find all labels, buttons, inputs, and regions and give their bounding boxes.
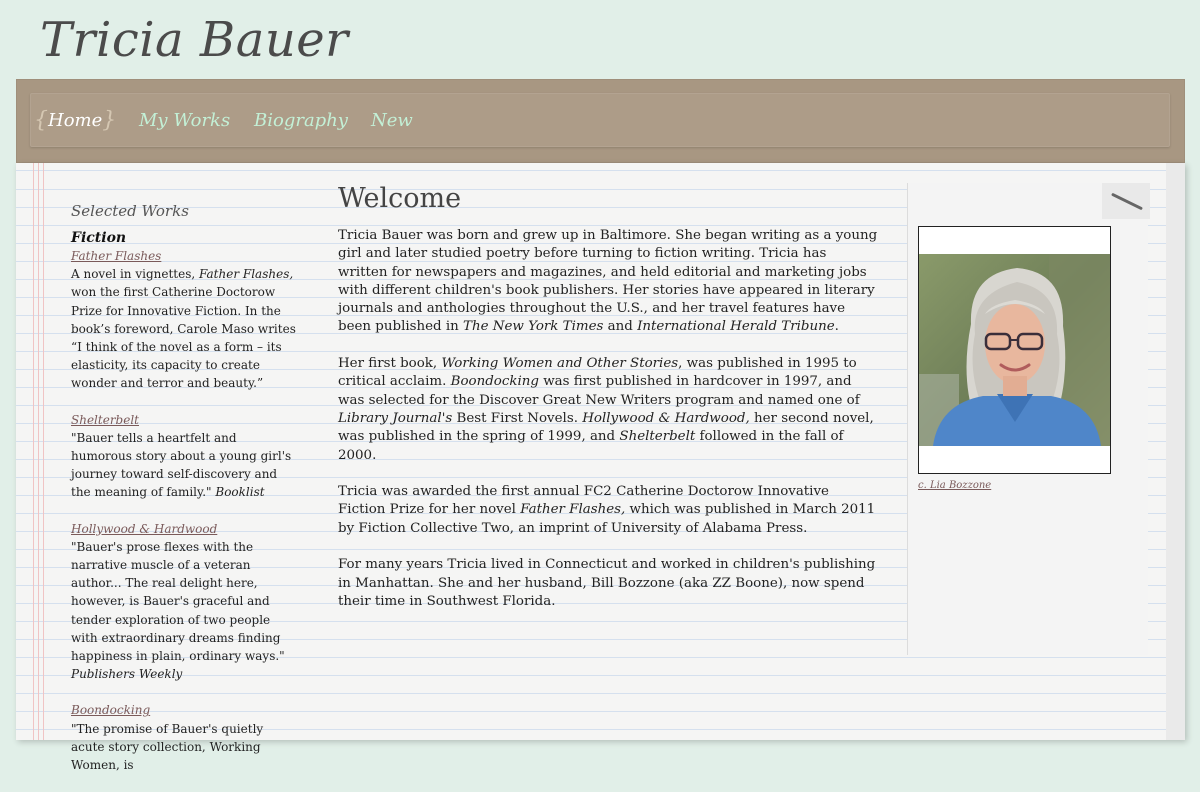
bio-text: was first published in hardcover in 1997, and was selected for the Discover Great New Writers program and named one of — [338, 374, 860, 408]
nav-item-home-label: Home — [48, 110, 103, 131]
bio-em: Working Women and Other Stories — [441, 356, 679, 372]
work-link-hollywood-hardwood[interactable]: Hollywood & Hardwood — [71, 521, 218, 536]
photo-credit-link[interactable]: c. Lia Bozzone — [918, 480, 992, 491]
work-quote-source: Booklist — [215, 485, 265, 500]
bio-paragraph-4: For many years Tricia lived in Connecticut and worked in children's publishing in Manhattan. She and her husband, Bill Bozzone (aka ZZ Boone), now spend their time in Southwest Florida. — [338, 557, 876, 609]
bio-em: International Herald Tribune — [637, 319, 835, 335]
work-description-text: won the first Catherine Doctorow Prize for Innovative Fiction. In the book’s foreword, Carole Maso writes “I think of the novel as a form – its elasticity, its capacity to create wonder and terror and beauty.” — [71, 285, 296, 391]
photo-column — [907, 183, 1148, 655]
page-title: Welcome — [338, 183, 462, 214]
bio-text: her second novel, was published in the spring of 1999, and — [338, 410, 874, 445]
bio-text: . — [834, 319, 839, 335]
bio-em: Library Journal's — [338, 410, 453, 426]
bio-text: Tricia was awarded the first annual FC2 Catherine Doctorow Innovative Fiction Prize for her novel — [338, 484, 829, 518]
author-portrait-image — [919, 254, 1110, 446]
nav-band — [16, 79, 1185, 163]
work-description-em: Father Flashes, — [199, 267, 294, 282]
bio-em: The New York Times — [463, 319, 604, 335]
work-quote: "Bauer tells a heartfelt and humorous story about a young girl's journey toward self-discovery and the meaning of family." — [71, 430, 292, 500]
paper-margin-line — [33, 163, 34, 740]
brace-close: } — [102, 108, 117, 133]
paper-margin-line — [43, 163, 44, 740]
work-quote: "The promise of Bauer's quietly acute story collection, Working Women, is — [71, 721, 264, 773]
paper-margin-line — [38, 163, 39, 740]
bio-text: and — [603, 319, 638, 335]
bio-paragraph-3 — [338, 483, 878, 538]
content-paper — [16, 163, 1185, 773]
bio-text: , was published in 1995 to critical acclaim. — [338, 356, 857, 390]
bio-text: Best First Novels. — [452, 410, 583, 426]
work-description — [71, 265, 296, 392]
work-description-text: A novel in vignettes, — [71, 267, 200, 282]
work-description — [71, 429, 296, 502]
main-content — [338, 183, 878, 630]
bio-text: followed in the fall of 2000. — [338, 429, 844, 463]
author-photo-frame — [918, 226, 1111, 474]
bio-text: Tricia Bauer was born and grew up in Baltimore. She began writing as a young girl and later studied poetry before turning to fiction writing. Tricia has written for newspapers and magazines, and held editorial and marketing jobs with different children's book publishers. Her stories have appeared in literary journals and anthologies throughout the U.S., and her travel features have been published in — [338, 228, 878, 335]
pushpin-icon — [1102, 183, 1150, 219]
work-link-boondocking[interactable]: Boondocking — [71, 703, 151, 718]
fiction-heading: Fiction — [71, 230, 127, 246]
work-description — [71, 720, 296, 775]
sidebar — [71, 201, 296, 792]
nav-item-home[interactable] — [34, 107, 116, 132]
work-link-father-flashes[interactable]: Father Flashes — [71, 249, 162, 263]
bio-text: Her first book, — [338, 356, 442, 372]
work-description — [71, 538, 296, 684]
work-item-hollywood-hardwood — [71, 520, 296, 684]
paper-edge-shade — [1166, 163, 1185, 740]
bio-paragraph-2 — [338, 355, 878, 465]
nav-item-my-works[interactable]: My Works — [139, 110, 231, 131]
work-item-boondocking — [71, 701, 296, 774]
main-nav — [30, 93, 1170, 147]
bio-em: Hollywood & Hardwood, — [582, 410, 750, 426]
nav-item-new[interactable]: New — [371, 110, 413, 131]
work-item-shelterbelt — [71, 411, 296, 502]
bio-em: Boondocking — [450, 374, 539, 390]
work-link-shelterbelt[interactable]: Shelterbelt — [71, 412, 139, 427]
bio-em: Father Flashes, — [520, 502, 626, 518]
bio-paragraph-1 — [338, 227, 878, 337]
work-quote: "Bauer's prose flexes with the narrative muscle of a veteran author... The real delight here, however, is Bauer's graceful and tender exploration of two people with extraordinary dreams finding happiness in plain, ordinary ways." — [71, 539, 285, 664]
sidebar-heading: Selected Works — [71, 202, 189, 220]
site-title[interactable]: Tricia Bauer — [40, 12, 349, 68]
nav-item-biography[interactable]: Biography — [254, 110, 348, 131]
work-item-father-flashes — [71, 247, 296, 393]
work-quote-source: Publishers Weekly — [71, 667, 183, 682]
brace-open: { — [34, 108, 48, 133]
bio-em: Shelterbelt — [619, 429, 696, 445]
bio-text: which was published in March 2011 by Fiction Collective Two, an imprint of University of Alabama Press. — [338, 502, 876, 536]
